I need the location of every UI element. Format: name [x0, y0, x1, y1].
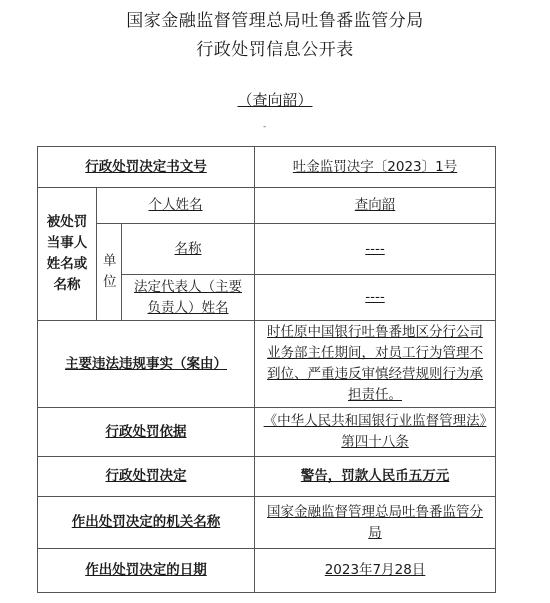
- authority-value: 国家金融监督管理总局吐鲁番监管分局: [255, 497, 496, 549]
- individual-value: 查向韶: [255, 188, 496, 224]
- separator-mark: -: [263, 122, 267, 132]
- table-row: [38, 321, 496, 408]
- party-label: 被处罚当事人姓名或名称: [38, 188, 97, 321]
- table-row: [38, 188, 496, 224]
- unit-name-label: 名称: [122, 224, 255, 275]
- page-title-line2: 行政处罚信息公开表: [196, 40, 354, 60]
- table-row: [38, 457, 496, 497]
- facts-value: 时任原中国银行吐鲁番地区分行公司业务部主任期间，对员工行为管理不到位、严重违反审慎经营规则行为承担责任。: [255, 321, 496, 408]
- decision-no-value: 吐金监罚决字〔2023〕1号: [255, 147, 496, 188]
- table-row: [38, 147, 496, 188]
- table-row: [38, 497, 496, 549]
- basis-label: 行政处罚依据: [38, 408, 255, 457]
- decision-label: 行政处罚决定: [38, 457, 255, 497]
- table-row: [38, 549, 496, 593]
- date-label: 作出处罚决定的日期: [38, 549, 255, 593]
- page-title-line1: 国家金融监督管理总局吐鲁番监管分局: [126, 11, 424, 31]
- subject-name: （查向韶）: [237, 91, 313, 109]
- authority-label: 作出处罚决定的机关名称: [38, 497, 255, 549]
- basis-value: 《中华人民共和国银行业监督管理法》第四十八条: [255, 408, 496, 457]
- penalty-info-table: [37, 146, 496, 593]
- legal-rep-value: ----: [255, 275, 496, 321]
- table-row: [38, 224, 496, 275]
- decision-value: 警告，罚款人民币五万元: [255, 457, 496, 497]
- unit-name-value: ----: [255, 224, 496, 275]
- date-value: 2023年7月28日: [255, 549, 496, 593]
- facts-label: 主要违法违规事实（案由）: [38, 321, 255, 408]
- table-row: [38, 408, 496, 457]
- individual-label: 个人姓名: [97, 188, 255, 224]
- decision-no-label: 行政处罚决定书文号: [38, 147, 255, 188]
- unit-label: 单位: [97, 224, 122, 321]
- legal-rep-label: 法定代表人（主要负责人）姓名: [122, 275, 255, 321]
